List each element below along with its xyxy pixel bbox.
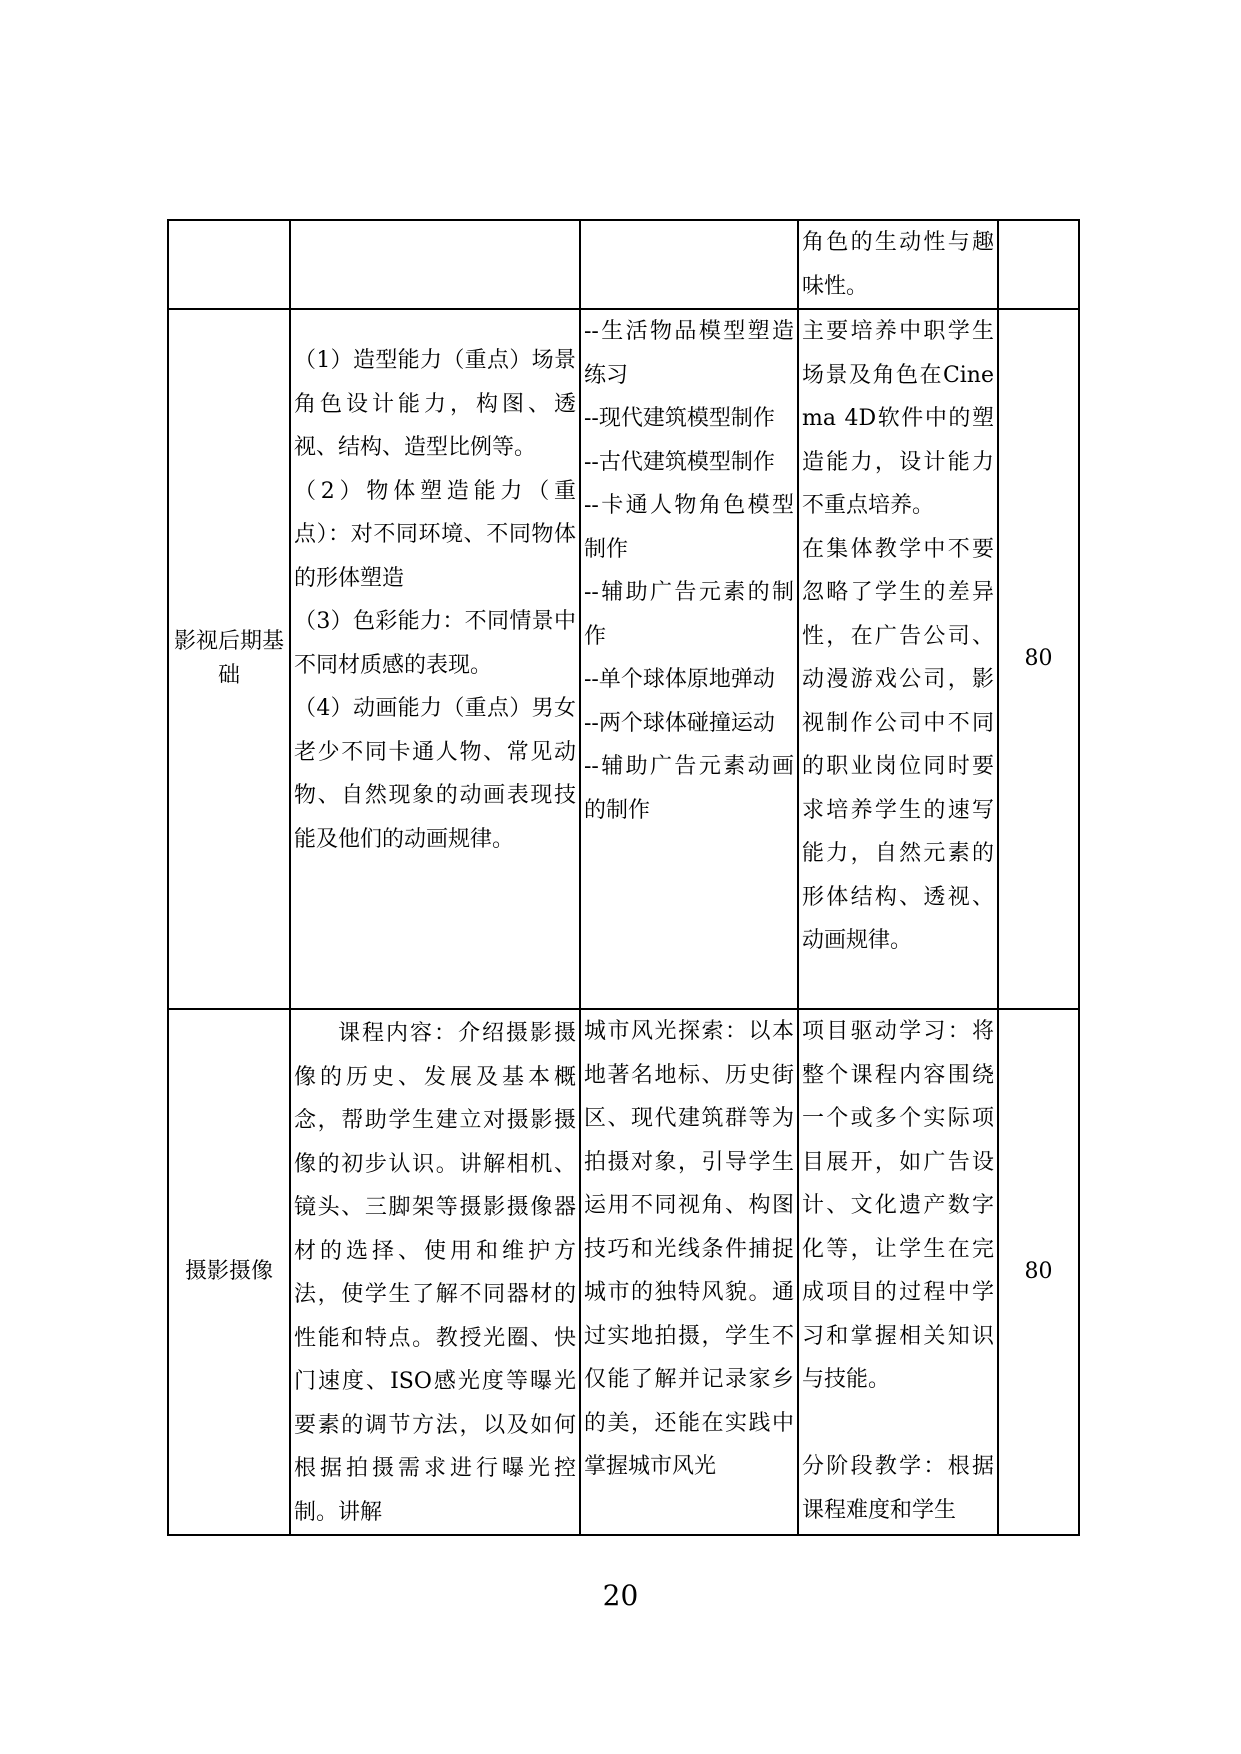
practice-item: --生活物品模型塑造练习: [584, 319, 794, 388]
course-table: [167, 219, 1080, 1536]
notes-paragraph: 项目驱动学习：将整个课程内容围绕一个或多个实际项目展开，如广告设计、文化遗产数字化等，让学生在完成项目的过程中学习和掌握相关知识与技能。: [802, 1019, 994, 1392]
table-row: [168, 1009, 1079, 1535]
content-item: （2）物体塑造能力（重点）：对不同环境、不同物体的形体塑造: [294, 478, 576, 591]
content-item: （1）造型能力（重点）场景角色设计能力，构图、透视、结构、造型比例等。: [294, 348, 576, 460]
practice-item: --卡通人物角色模型制作: [584, 493, 794, 562]
course-name-cell: 影视后期基础: [168, 309, 290, 1009]
practice-item: --单个球体原地弹动: [584, 667, 775, 692]
content-item: （3）色彩能力：不同情景中不同材质感的表现。: [294, 609, 576, 678]
hours-cell: 80: [998, 309, 1079, 1009]
course-content-cell: 课程内容：介绍摄影摄像的历史、发展及基本概念，帮助学生建立对摄影摄像的初步认识。讲解相机、镜头、三脚架等摄影摄像器材的选择、使用和维护方法，使学生了解不同器材的性能和特点。教授光圈、快门速度、ISO感光度等曝光要素的调节方法，以及如何根据拍摄需求进行曝光控制。讲解: [290, 1009, 580, 1535]
hours-cell: [998, 220, 1079, 309]
course-content-cell: [290, 309, 580, 1009]
notes-paragraph: 分阶段教学：根据课程难度和学生: [802, 1454, 994, 1523]
teaching-notes-cell: [798, 1009, 998, 1535]
notes-paragraph: 在集体教学中不要忽略了学生的差异性，在广告公司、动漫游戏公司，影视制作公司中不同的职业岗位同时要求培养学生的速写能力，自然元素的形体结构、透视、动画规律。: [802, 536, 994, 953]
paragraph-gap: [802, 1402, 994, 1446]
page-number: 20: [602, 1579, 639, 1612]
course-content-cell: [290, 220, 580, 309]
table-row: [168, 309, 1079, 1009]
teaching-notes-cell: 角色的生动性与趣味性。: [798, 220, 998, 309]
practice-item: --古代建筑模型制作: [584, 449, 775, 475]
content-item: （4）动画能力（重点）男女老少不同卡通人物、常见动物、自然现象的动画表现技能及他们的动画规律。: [294, 696, 576, 852]
course-name-cell: 摄影摄像: [168, 1009, 290, 1535]
practice-cell: 城市风光探索：以本地著名地标、历史街区、现代建筑群等为拍摄对象，引导学生运用不同视角、构图技巧和光线条件捕捉城市的独特风貌。通过实地拍摄，学生不仅能了解并记录家乡的美，还能在实践中掌握城市风光: [580, 1009, 798, 1535]
practice-cell: [580, 309, 798, 1009]
teaching-notes-cell: [798, 309, 998, 1009]
practice-item: --辅助广告元素动画的制作: [584, 754, 794, 823]
course-name-cell: [168, 220, 290, 309]
practice-cell: [580, 220, 798, 309]
practice-item: --两个球体碰撞运动: [584, 710, 775, 736]
practice-item: --现代建筑模型制作: [584, 406, 775, 431]
hours-cell: 80: [998, 1009, 1079, 1535]
table-row: [168, 220, 1079, 309]
practice-item: --辅助广告元素的制作: [584, 580, 794, 649]
notes-paragraph: 主要培养中职学生场景及角色在Cinema 4D软件中的塑造能力，设计能力不重点培养。: [802, 319, 994, 518]
